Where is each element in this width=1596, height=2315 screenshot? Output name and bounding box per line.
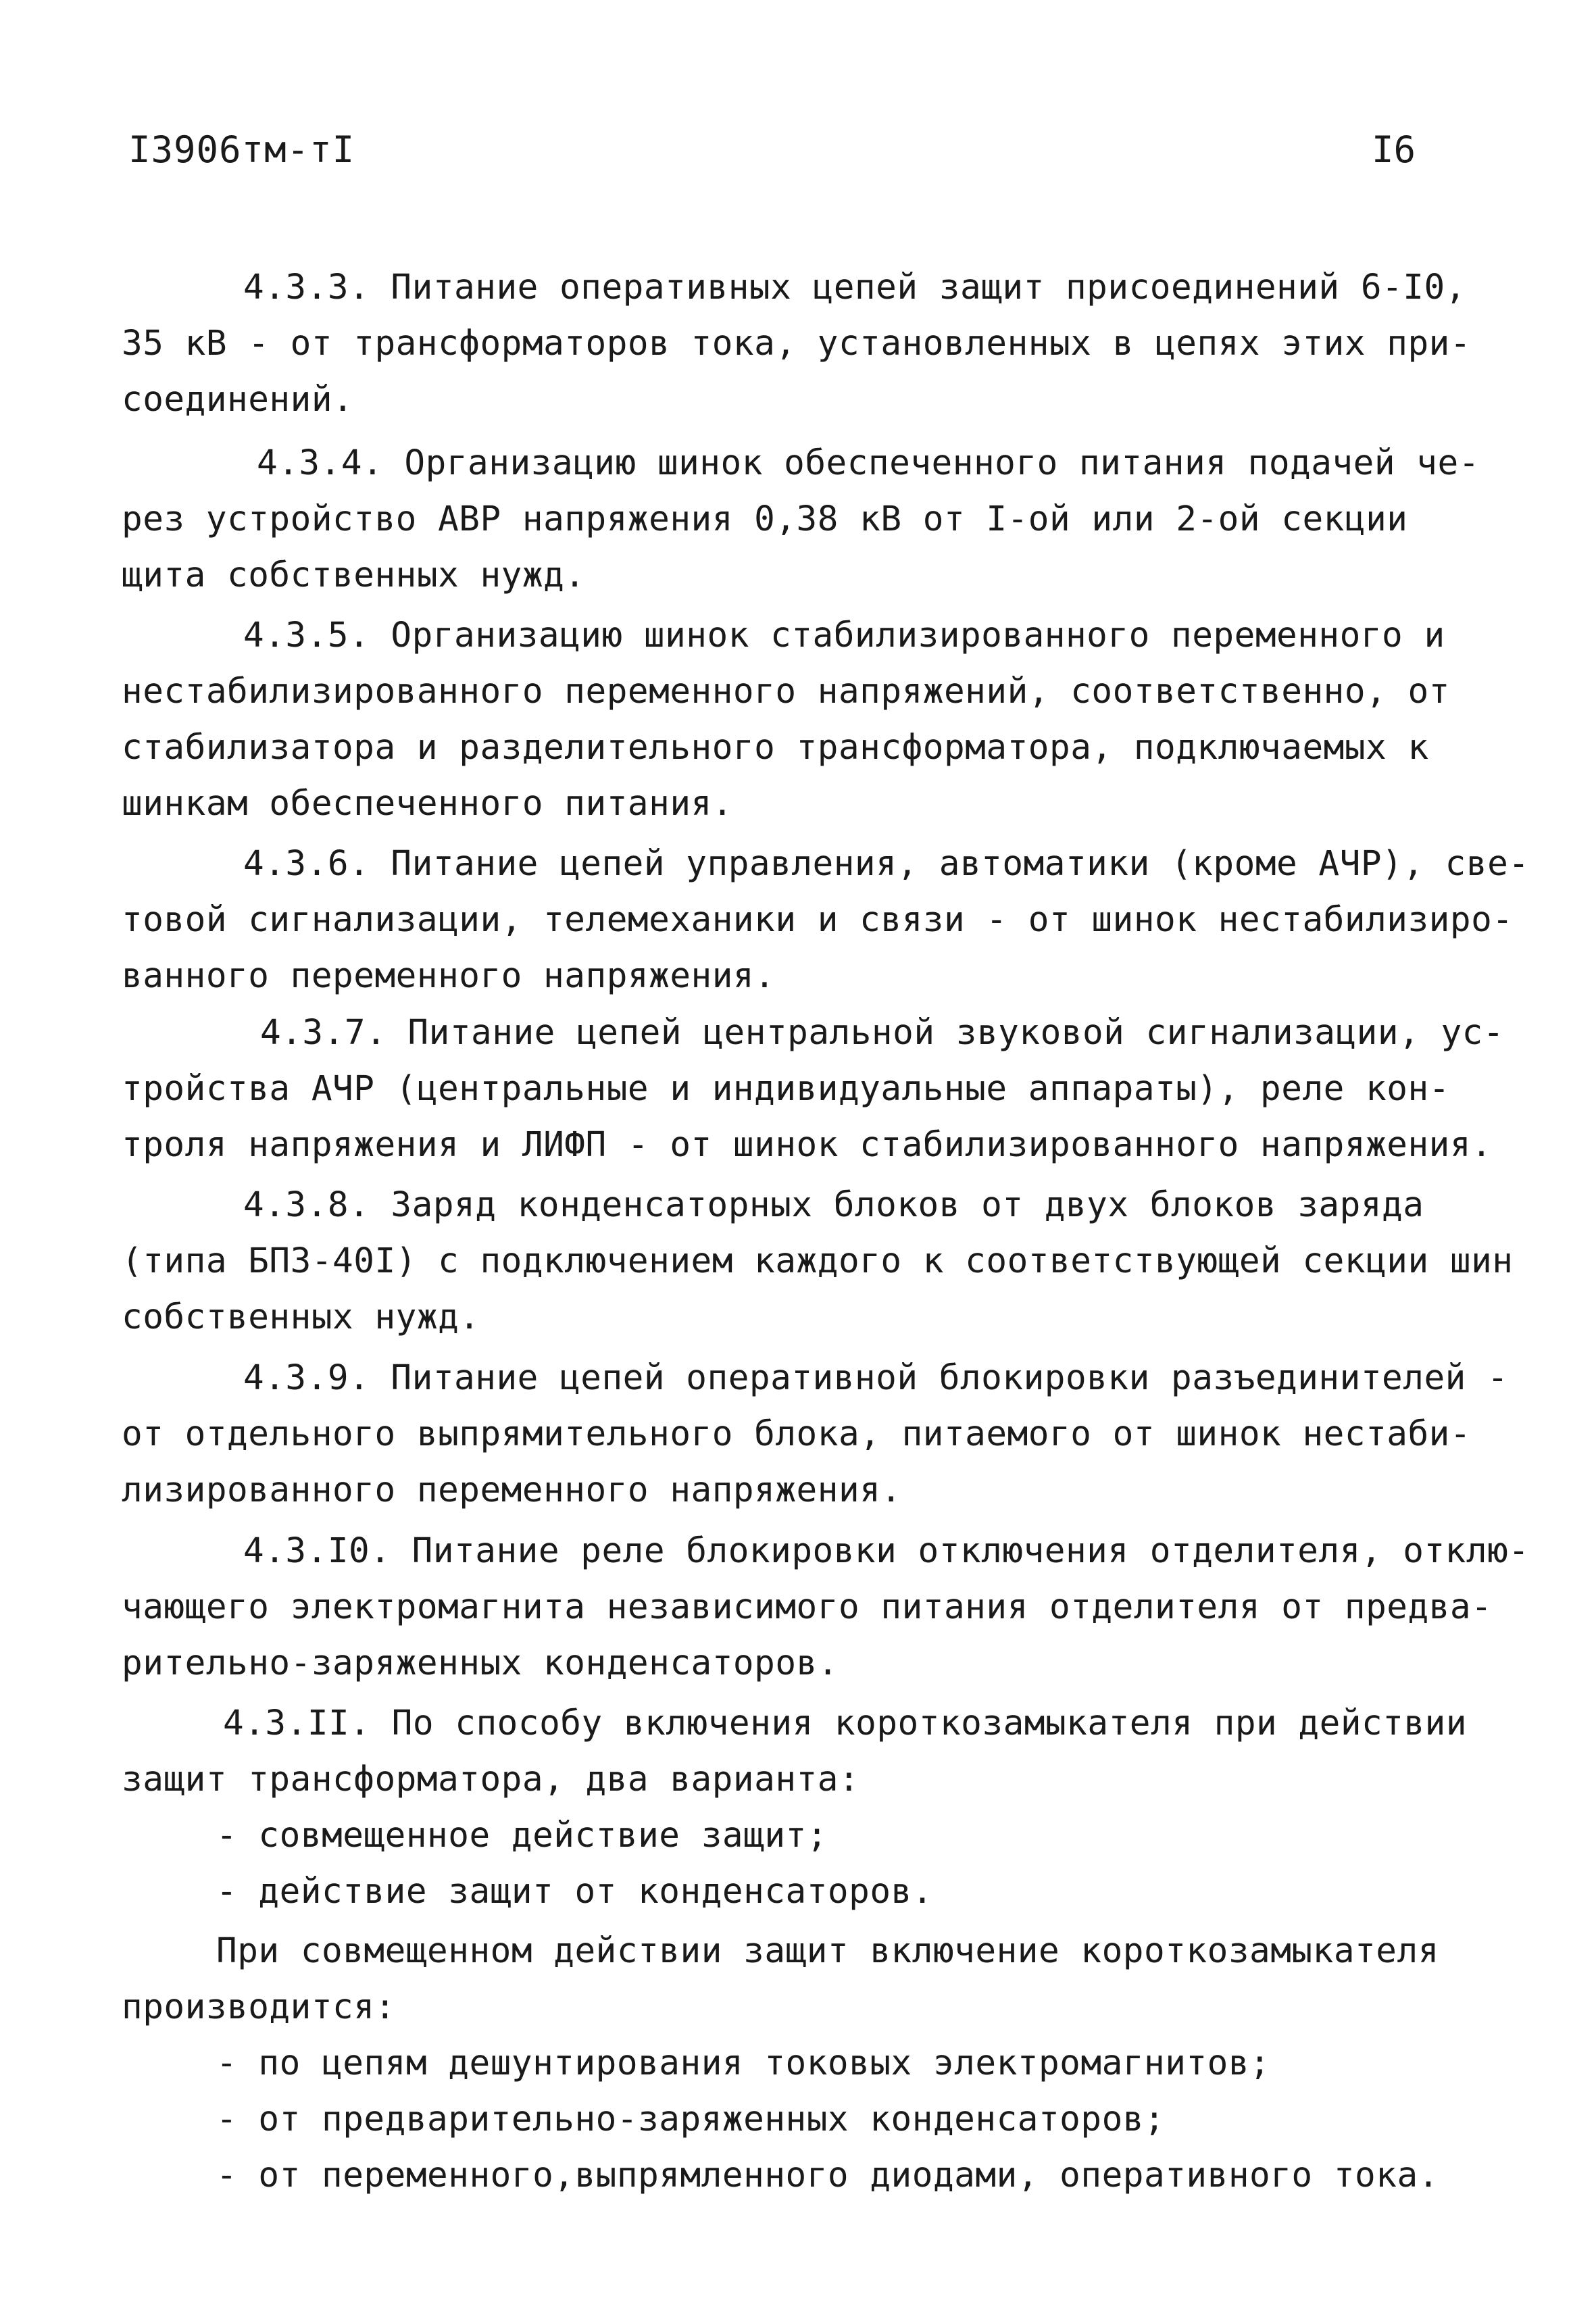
paragraph-4-3-5-line-4: шинкам обеспеченного питания. <box>122 784 733 824</box>
paragraph-4-3-9-line-2: от отдельного выпрямительного блока, питаемого от шинок нестаби- <box>122 1414 1472 1454</box>
paragraph-4-3-9-line-3: лизированного переменного напряжения. <box>122 1470 902 1510</box>
paragraph-4-3-10-line-3: рительно-заряженных конденсаторов. <box>122 1643 839 1683</box>
paragraph-4-3-5-line-2: нестабилизированного переменного напряжений, соответственно, от <box>122 672 1450 712</box>
paragraph-4-3-7-line-2: тройства АЧР (центральные и индивидуальные аппараты), реле кон- <box>122 1069 1450 1109</box>
paragraph-4-3-8-line-1: 4.3.8. Заряд конденсаторных блоков от двух блоков заряда <box>243 1185 1424 1225</box>
paragraph-4-3-3-line-2: 35 кВ - от трансформаторов тока, установленных в цепях этих при- <box>122 324 1472 364</box>
paragraph-4-3-11-line-2: защит трансформатора, два варианта: <box>122 1760 860 1799</box>
paragraph-4-3-10-line-2: чающего электромагнита независимого питания отделителя от предва- <box>122 1587 1493 1627</box>
paragraph-4-3-9-line-1: 4.3.9. Питание цепей оперативной блокировки разъединителей - <box>243 1358 1509 1398</box>
document-code: I3906тм-тI <box>128 128 355 171</box>
paragraph-4-3-7-line-3: троля напряжения и ЛИФП - от шинок стабилизированного напряжения. <box>122 1125 1493 1165</box>
paragraph-4-3-5-line-1: 4.3.5. Организацию шинок стабилизированного переменного и <box>243 616 1445 655</box>
paragraph-4-3-8-line-2: (типа БПЗ-40I) с подключением каждого к соответствующей секции шин <box>122 1241 1514 1281</box>
paragraph-4-3-5-line-3: стабилизатора и разделительного трансформатора, подключаемых к <box>122 728 1429 768</box>
paragraph-4-3-4-line-3: щита собственных нужд. <box>122 555 586 595</box>
paragraph-4-3-7-line-1: 4.3.7. Питание цепей центральной звуковой сигнализации, ус- <box>260 1013 1505 1053</box>
paragraph-4-3-6-line-2: товой сигнализации, телемеханики и связи - от шинок нестабилизиро- <box>122 900 1514 940</box>
list-item: - от предварительно-заряженных конденсаторов; <box>216 2099 1166 2139</box>
list-item: - действие защит от конденсаторов. <box>216 1872 933 1912</box>
paragraph-4-3-6-line-1: 4.3.6. Питание цепей управления, автоматики (кроме АЧР), све- <box>243 844 1530 884</box>
list-item: - по цепям дешунтирования токовых электромагнитов; <box>216 2043 1271 2083</box>
paragraph-4-3-10-line-1: 4.3.I0. Питание реле блокировки отключения отделителя, отклю- <box>243 1531 1530 1571</box>
paragraph-combined-line-2: производится: <box>122 1987 396 2027</box>
list-item: - от переменного,выпрямленного диодами, оперативного тока. <box>216 2156 1439 2195</box>
paragraph-4-3-4-line-2: рез устройство АВР напряжения 0,38 кВ от I-ой или 2-ой секции <box>122 499 1408 539</box>
paragraph-4-3-4-line-1: 4.3.4. Организацию шинок обеспеченного питания подачей че- <box>257 443 1480 483</box>
paragraph-4-3-3-line-1: 4.3.3. Питание оперативных цепей защит присоединений 6-I0, <box>243 268 1466 307</box>
list-item: - совмещенное действие защит; <box>216 1816 828 1856</box>
paragraph-4-3-6-line-3: ванного переменного напряжения. <box>122 956 776 996</box>
page-number: I6 <box>1372 128 1416 171</box>
paragraph-4-3-8-line-3: собственных нужд. <box>122 1297 480 1337</box>
paragraph-4-3-3-line-3: соединений. <box>122 380 354 420</box>
paragraph-combined-line-1: При совмещенном действии защит включение короткозамыкателя <box>216 1931 1439 1971</box>
paragraph-4-3-11-line-1: 4.3.II. По способу включения короткозамыкателя при действии <box>223 1703 1468 1743</box>
